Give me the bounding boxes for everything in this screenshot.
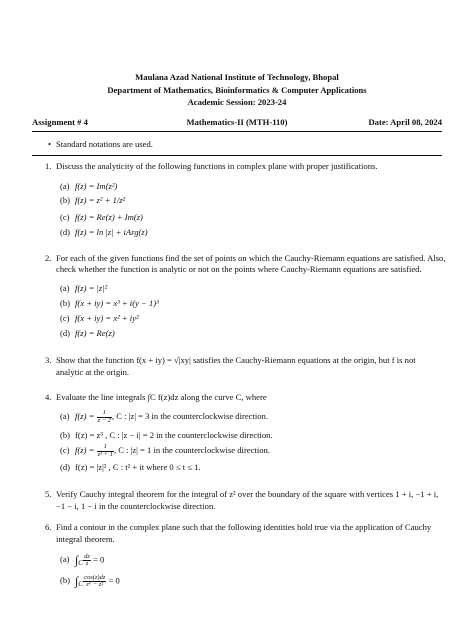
note-item: Standard notations are used. [56, 139, 153, 149]
fraction: $\frac{1}{z - 2}$ [97, 409, 111, 424]
question-6-option-a: (a) $\int_C$ $\frac{dz}{z}$ = 0 [60, 552, 105, 568]
question-1-option-c: (c) f(z) = Re(z) + Im(z) [60, 212, 143, 222]
integral-sign: ∫ [75, 553, 79, 567]
department-name: Department of Mathematics, Bioinformatics & Computer Applications [107, 84, 367, 95]
question-number: 1. [45, 161, 52, 171]
assignment-date: Date: April 08, 2024 [368, 117, 442, 127]
notes-divider [32, 155, 442, 156]
question-stem: Evaluate the line integrals ∫C f(z)dz along the curve C, where [56, 392, 267, 402]
question-stem-line-2: analytic at the origin. [56, 367, 130, 377]
question-1-option-b: (b) f(z) = z² + 1/z² [60, 195, 126, 205]
bullet-icon: • [48, 139, 52, 149]
question-2-option-b: (b) f(x + iy) = x³ + i(y − 1)³ [60, 298, 159, 308]
question-stem: Verify Cauchy integral theorem for the integral of z² over the boundary of the square with vertices 1 + i, −1 + i, [56, 489, 439, 499]
question-number: 4. [45, 392, 52, 402]
integral-sign: ∫ [75, 574, 79, 588]
question-number: 6. [45, 522, 52, 532]
question-number: 5. [45, 489, 52, 499]
question-number: 3. [45, 355, 52, 365]
question-1-option-d: (d) f(z) = ln |z| + iArg(z) [60, 227, 148, 237]
question-stem: Show that the function f(x + iy) = √|xy| satisfies the Cauchy-Riemann equations at the origin, but f is not [56, 355, 416, 365]
question-4-option-c: (c) f(z) = $\frac{1}{\text{z² + 1}}$ , C : |z| = 1 in the counterclockwise direction. [60, 443, 270, 458]
question-number: 2. [45, 253, 52, 263]
question-2-option-a: (a) f(z) = |z|² [60, 283, 108, 293]
fraction: $\frac{\cos(z)dz}{\text{z⁶ − z²}}$ [84, 573, 106, 588]
question-4-option-a: (a) f(z) = $\frac{1}{z - 2}$ , C : |z| = 3 in the counterclockwise direction. [60, 409, 268, 424]
question-6-option-b: (b) $\int_C$ $\frac{\cos(z)dz}{\text{z⁶ − z²}}$ = 0 [60, 573, 120, 589]
fraction: $\frac{dz}{z}$ [84, 552, 90, 567]
assignment-number: Assignment # 4 [32, 117, 88, 127]
question-2-option-d: (d) f(z) = Re(z) [60, 328, 115, 338]
fraction: $\frac{1}{\text{z² + 1}}$ [97, 443, 113, 458]
question-4-option-d: (d) f(z) = |z|² , C : t² + it where 0 ≤ t ≤ 1. [60, 462, 201, 472]
question-4-option-b: (b) f(z) = z³ , C : |z − i| = 2 in the counterclockwise direction. [60, 430, 273, 440]
question-stem: Find a contour in the complex plane such that the following identities hold true via the application of Cauchy [56, 522, 432, 532]
assignment-meta-row [32, 117, 442, 129]
academic-session: Academic Session: 2023-24 [187, 97, 287, 107]
document-header [0, 72, 474, 110]
question-stem-line-2: −1 − i, 1 − i in the counterclockwise direction. [56, 501, 216, 511]
institute-name: Maulana Azad National Institute of Technology, Bhopal [135, 72, 339, 82]
question-stem: For each of the given functions find the set of points on which the Cauchy-Riemann equations are satisfied. Also, check whether the function is analytic or not on the points where Cauchy-Riemann equations are satisfied. [56, 253, 446, 274]
question-1-option-a: (a) f(z) = Im(z²) [60, 181, 118, 191]
header-divider [32, 131, 442, 132]
question-stem-line-2: integral theorem. [56, 534, 115, 544]
question-2-option-c: (c) f(x + iy) = x² + iy² [60, 313, 139, 323]
course-title: Mathematics-II (MTH-110) [186, 117, 288, 127]
question-stem: Discuss the analyticity of the following functions in complex plane with proper justifications. [56, 161, 378, 171]
